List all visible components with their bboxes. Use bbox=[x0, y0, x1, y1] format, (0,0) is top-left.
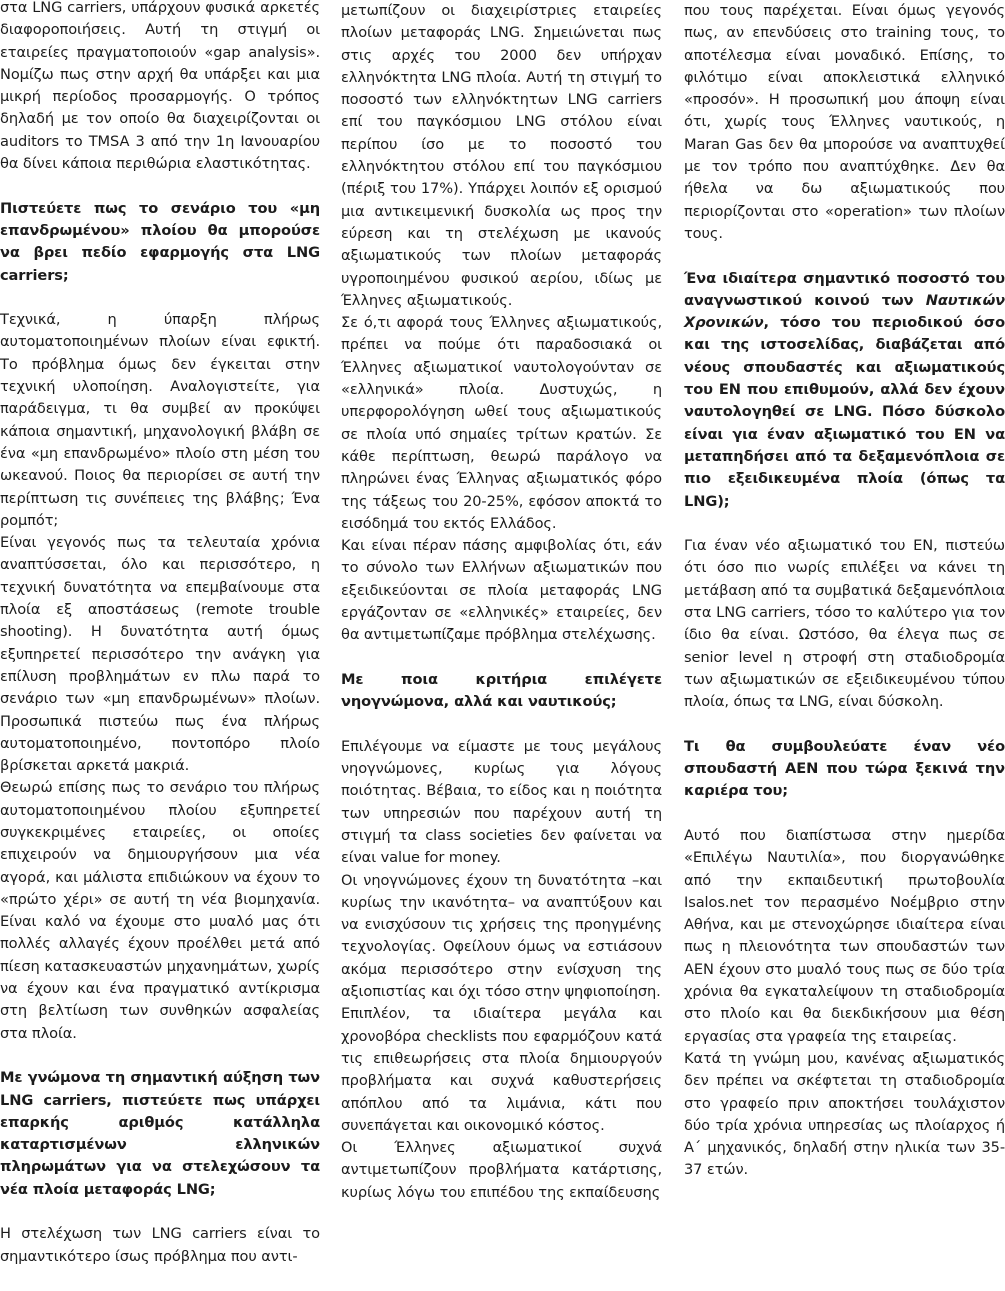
paragraph: Η στελέχωση των LNG carriers είναι το σημαντικότερο ίσως πρόβλημα που αντι- bbox=[0, 1225, 320, 1265]
question-text: , τόσο του περιοδικού όσο και της ιστοσελίδας, διαβάζεται από νέους σπουδαστές και αξιωματικούς του ΕΝ που επιθυμούν, αλλά δεν έχουν ναυτολογηθεί σε LNG. Πόσο δύσκολο είναι για έναν αξιωματικό του ΕΝ να μεταπηδήσει από τα δεξαμενόπλοια σε πιο εξειδικευμένα πλοία (όπως τα LNG); bbox=[684, 314, 1005, 510]
paragraph: Επιλέγουμε να είμαστε με τους μεγάλους νηογνώμονες, κυρίως για λόγους ποιότητας. Βέβαια, το είδος και η ποιότητα των υπηρεσιών που παρέχουν αυτή τη στιγμή τα class societies δεν φαίνεται να είναι value for money. bbox=[341, 737, 662, 867]
paragraph: Σε ό,τι αφορά τους Έλληνες αξιωματικούς, πρέπει να πούμε ότι παραδοσιακά οι Έλληνες αξιωματικοί ναυτολογούνταν σε «ελληνικά» πλοία. Δυστυχώς, η υπερφορολόγηση ωθεί τους αξιωματικούς σε πλοία υπό σημαίες τρίτων κρατών. Σε κάθε περίπτωση, θεωρώ παράλογο να πληρώνει ένας Έλληνας αξιωματικός φόρο της τάξεως του 20-25%, εφόσον αποκτά το εισόδημά του εκτός Ελλάδος. bbox=[341, 314, 662, 532]
text-column-2 bbox=[341, 0, 662, 1291]
magazine-title: Ναυτικών Χρονικών bbox=[684, 291, 1005, 332]
paragraph: Για έναν νέο αξιωματικό του ΕΝ, πιστεύω ότι όσο πιο νωρίς επιλέξει να κάνει τη μετάβαση από τα συμβατικά δεξαμενόπλοια στα LNG carriers, τόσο το καλύτερο για τον ίδιο θα είναι. Ωστόσο, θα έλεγα πως σε senior level η στροφή στη σταδιοδρομία των αξιωματικών σε εξειδικευμένου τύπου πλοία, όπως τα LNG, είναι δύσκολη. bbox=[684, 537, 1005, 711]
interview-question: Πιστεύετε πως το σενάριο του «μη επανδρωμένου» πλοίου θα μπορούσε να βρει πεδίο εφαρμογής στα LNG carriers; bbox=[0, 199, 320, 284]
paragraph: στα LNG carriers, υπάρχουν φυσικά αρκετές διαφοροποιήσεις. Αυτή τη στιγμή οι εταιρείες πραγματοποιούν «gap analysis». Νομίζω πως στην αρχή θα υπάρξει και μια μικρή περίοδος προσαρμογής. Ο τρόπος δηλαδή με τον οποίο θα διαχειρίζονται οι auditors το TMSA 3 από την 1η Ιανουαρίου θα δίνει κάποια περιθώρια ελαστικότητας. bbox=[0, 0, 320, 173]
paragraph: Επιπλέον, τα ιδιαίτερα μεγάλα και χρονοβόρα checklists που εφαρμόζουν κατά τις επιθεωρήσεις στα πλοία δημιουργούν προβλήματα και συχνά καθυστερήσεις απόπλου από τα λιμάνια, κάτι που συνεπάγεται και οικονομικό κόστος. bbox=[341, 1005, 662, 1134]
text-column-1 bbox=[0, 0, 320, 1288]
paragraph: Τεχνικά, η ύπαρξη πλήρως αυτοματοποιημένων πλοίων είναι εφικτή. Το πρόβλημα όμως δεν έγκειται στην τεχνική υλοποίηση. Αναλογιστείτε, για παράδειγμα, τι θα συμβεί αν προκύψει κάποια σημαντική, μηχανολογική βλάβη σε ένα «μη επανδρωμένο» πλοίο στη μέση του ωκεανού. Ποιος θα περιορίσει σε αυτή την περίπτωση τις συνέπειες της βλάβης; Ένα ρομπότ; bbox=[0, 311, 320, 529]
interview-question: Με ποια κριτήρια επιλέγετε νηογνώμονα, αλλά και ναυτικούς; bbox=[341, 670, 662, 711]
paragraph: Οι Έλληνες αξιωματικοί συχνά αντιμετωπίζουν προβλήματα κατάρτισης, κυρίως λόγω του επιπέδου της εκπαίδευσης bbox=[341, 1139, 662, 1201]
paragraph: που τους παρέχεται. Είναι όμως γεγονός πως, αν επενδύσεις στο training τους, το αποτέλεσμα είναι μοναδικό. Επίσης, το φιλότιμο είναι αποκλειστικά ελληνικό «προσόν». Η προσωπική μου άποψη είναι ότι, χωρίς τους Έλληνες ναυτικούς, η Maran Gas δεν θα μπορούσε να αναπτυχθεί με τον τρόπο που αναπτύχθηκε. Δεν θα ήθελα να δω αξιωματικούς που περιορίζονται στο «operation» των πλοίων τους. bbox=[684, 2, 1005, 242]
paragraph: Είναι γεγονός πως τα τελευταία χρόνια αναπτύσσεται, όλο και περισσότερο, η τεχνική δυνατότητα να επεμβαίνουμε στα πλοία εξ αποστάσεως (remote trouble shooting). Η δυνατότητα αυτή όμως εξυπηρετεί περισσότερο την ανάγκη για επίλυση προβλημάτων εν πλω παρά το σενάριο των «μη επανδρωμένων» πλοίων. Προσωπικά πιστεύω πως ένα πλήρως αυτοματοποιημένο, ποντοπόρο πλοίο βρίσκεται αρκετά μακριά. bbox=[0, 534, 320, 775]
interview-question: Με γνώμονα τη σημαντική αύξηση των LNG carriers, πιστεύετε πως υπάρχει επαρκής αριθμός κατάλληλα καταρτισμένων ελληνικών πληρωμάτων για να στελεχώσουν τα νέα πλοία μεταφοράς LNG; bbox=[0, 1069, 320, 1198]
text-column-3 bbox=[684, 0, 1005, 1291]
paragraph: Κατά τη γνώμη μου, κανένας αξιωματικός δεν πρέπει να σκέφτεται τη σταδιοδρομία στο γραφείο πριν αποκτήσει τουλάχιστον δύο τρία χρόνια υπηρεσίας ως πλοίαρχος ή Α΄ μηχανικός, δηλαδή στην ηλικία των 35-37 ετών. bbox=[684, 1049, 1005, 1179]
paragraph: μετωπίζουν οι διαχειρίστριες εταιρείες πλοίων μεταφοράς LNG. Σημειώνεται πως στις αρχές του 2000 δεν υπήρχαν ελληνόκτητα LNG πλοία. Αυτή τη στιγμή το ποσοστό των ελληνόκτητων LNG carriers επί του παγκόσμιου LNG στόλου είναι περίπου ίσο με το ποσοστό του ελληνόκτητου στόλου επί του παγκόσμιου (πέριξ του 17%). Υπάρχει λοιπόν εξ ορισμού μια αντικειμενική δυσκολία ως προς την εύρεση και τη στελέχωση με ικανούς αξιωματικούς των πλοίων μεταφοράς υγροποιημένου φυσικού αερίου, ιδίως με Έλληνες αξιωματικούς. bbox=[341, 2, 662, 309]
interview-question bbox=[684, 268, 1005, 513]
paragraph: Και είναι πέραν πάσης αμφιβολίας ότι, εάν το σύνολο των Ελλήνων αξιωματικών που εξειδικεύονται σε πλοία μεταφοράς LNG εργάζονταν σε «ελληνικές» εταιρείες, δεν θα αντιμετωπίζαμε πρόβλημα στελέχωσης. bbox=[341, 537, 662, 644]
paragraph: Θεωρώ επίσης πως το σενάριο του πλήρως αυτοματοποιημένου πλοίου εξυπηρετεί συγκεκριμένες εταιρείες, οι οποίες επιχειρούν να δημιουργήσουν μια νέα αγορά, και μάλιστα επιδιώκουν να έχουν το «πρώτο χέρι» σε αυτή τη νέα βιομηχανία. Είναι καλό να έχουμε στο μυαλό μας ότι πολλές αλλαγές έχουν προέλθει μετά από πίεση κατασκευαστών μηχανημάτων, χωρίς να έχουν και ένα πραγματικό αντίκρισμα στη βελτίωση των συνθηκών ασφαλείας στα πλοία. bbox=[0, 779, 320, 1042]
paragraph: Αυτό που διαπίστωσα στην ημερίδα «Επιλέγω Ναυτιλία», που διοργανώθηκε από την εκπαιδευτική πρωτοβουλία Isalos.net τον περασμένο Νοέμβριο στην Αθήνα, και με στενοχώρησε ιδιαίτερα είναι πως η πλειονότητα των σπουδαστών των ΑΕΝ έχουν στο μυαλό τους πως σε δύο τρία χρόνια θα εγκαταλείψουν τη σταδιοδρομία στο πλοίο και θα διεκδικήσουν μια θέση εργασίας στα γραφεία της εταιρείας. bbox=[684, 826, 1005, 1045]
question-text: Ένα ιδιαίτερα σημαντικό ποσοστό του αναγνωστικού κοινού των bbox=[684, 269, 1005, 309]
interview-question: Τι θα συμβουλεύατε έναν νέο σπουδαστή ΑΕΝ που τώρα ξεκινά την καριέρα του; bbox=[684, 737, 1005, 800]
paragraph: Οι νηογνώμονες έχουν τη δυνατότητα –και κυρίως την ικανότητα– να αναπτύξουν και να ενισχύσουν τις χρήσεις της προηγμένης τεχνολογίας. Οφείλουν όμως να εστιάσουν ακόμα περισσότερο στην ενίσχυση της αξιοπιστίας και όχι τόσο στην ψηφιοποίηση. bbox=[341, 871, 662, 1001]
